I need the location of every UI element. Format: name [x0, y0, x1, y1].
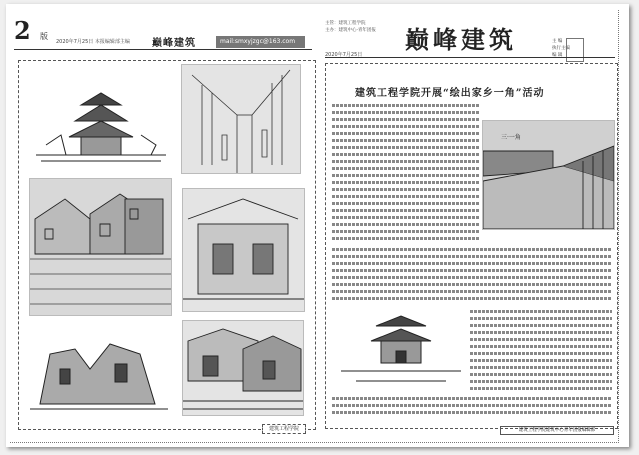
left-footer-note: 建筑工程学院 — [262, 424, 306, 434]
meta-line: 主办：建筑中心·青年团报 — [325, 28, 376, 33]
article-text-right — [470, 310, 612, 394]
sketch-alley — [181, 64, 301, 174]
article-text-top — [332, 104, 480, 244]
credit-line: 主 编 — [552, 39, 563, 44]
alley-drawing — [182, 65, 300, 173]
right-footer-note: 建筑工程学院建筑中心青年团报编辑部 — [500, 426, 614, 435]
page-suffix: 版 — [40, 32, 48, 41]
left-header-rule — [14, 49, 312, 50]
article-text-middle — [332, 248, 612, 308]
sketch-caption: 三·一角 — [501, 134, 521, 141]
article-text-bottom — [332, 397, 612, 421]
sketch-river — [482, 120, 615, 230]
right-date: 2020年7月25日 — [325, 52, 363, 58]
river-drawing — [483, 121, 614, 229]
article-headline: 建筑工程学院开展“绘出家乡一角”活动 — [355, 88, 545, 99]
right-header-rule — [325, 57, 615, 58]
email-banner: mail:smxyjzgc@163.com — [216, 36, 305, 48]
credit-line: 执行主编 — [552, 46, 570, 51]
ruins-drawing — [30, 324, 168, 419]
pavilion-drawing — [336, 311, 466, 393]
sketch-house — [182, 188, 305, 312]
right-masthead: 巅峰建筑 — [405, 25, 517, 54]
roofs-drawing — [183, 321, 303, 415]
left-masthead: 巅峰建筑 — [152, 38, 196, 49]
sketch-roofs — [182, 320, 304, 416]
sketch-pavilion — [335, 310, 467, 394]
house-drawing — [183, 189, 304, 311]
sketch-pagoda — [30, 74, 172, 168]
pagoda-drawing — [31, 75, 171, 167]
sketch-village — [29, 178, 172, 316]
editor-stamp — [566, 38, 584, 62]
sketch-ruins — [29, 323, 169, 420]
left-date-line: 2020年7月25日 本报编辑部主编 — [56, 39, 130, 45]
meta-line: 主管：建筑工程学院 — [325, 21, 366, 26]
page-number: 2 — [14, 16, 30, 45]
village-drawing — [30, 179, 171, 315]
credit-line: 编 辑 — [552, 53, 563, 58]
right-meta — [325, 20, 376, 34]
